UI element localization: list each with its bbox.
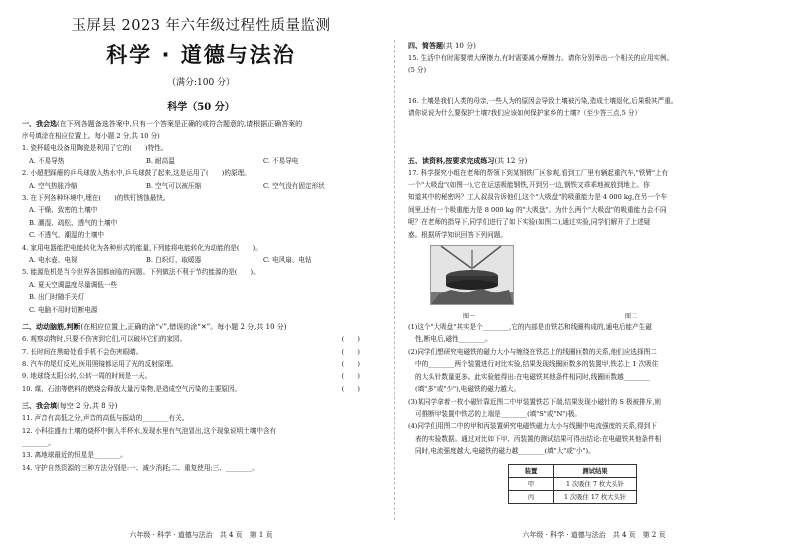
question-9 bbox=[22, 370, 380, 382]
answer-space[interactable] bbox=[408, 77, 780, 95]
answer-paren[interactable]: ( ) bbox=[341, 372, 360, 381]
option-c[interactable]: C. 空气没有固定形状 bbox=[263, 181, 325, 190]
sub-question-3-cont[interactable]: 可推断甲装置中铁芯的上端是________(填"S"或"N")极。 bbox=[415, 409, 582, 418]
question-4-options bbox=[22, 254, 380, 266]
question-4: 4. 家用电器能把电能转化为各种形式的能量,下列能将电能转化为动能的是( )。 bbox=[22, 243, 262, 252]
table-row bbox=[509, 477, 637, 490]
question-11[interactable]: 11. 声音有高低之分,声音的高低与振动的________有关。 bbox=[22, 414, 189, 423]
part-title: 科学（50 分） bbox=[167, 102, 235, 113]
sub-question-4: (4)同学们用图二中的甲和丙装置研究电磁铁磁力大小与线圈中电流强度的关系,得到下 bbox=[408, 422, 657, 431]
option-c[interactable]: C. 电风扇、电钻 bbox=[263, 256, 312, 265]
question-12-blank[interactable]: ________。 bbox=[22, 438, 55, 447]
table-cell: 1 次吸住 7 枚大头针 bbox=[554, 477, 637, 490]
option-c[interactable]: C. 不易导电 bbox=[263, 156, 299, 165]
section-2-header bbox=[22, 321, 380, 333]
question-17-text: 知道其中的秘密吗？工人叔叔告诉他们,这个"大吸盘"的吸重能力是 4 000 kg,在另一个车 bbox=[408, 193, 668, 202]
option-a[interactable]: A. 不易导热 bbox=[29, 156, 65, 165]
question-8 bbox=[22, 358, 380, 370]
question-5: 5. 能源危机是当今世界各国都面临的问题。下列做法不利于节约能源的是( )。 bbox=[22, 268, 260, 277]
sub-question-2: (2)同学们想研究电磁铁的磁力大小与缠绕在铁芯上的线圈匝数的关系,他们应选择图二 bbox=[408, 347, 657, 356]
table-cell: 甲 bbox=[509, 477, 554, 490]
table-header-row bbox=[509, 464, 637, 477]
table-row bbox=[509, 490, 637, 503]
page-divider bbox=[394, 40, 395, 520]
exam-title: 玉屏县 2023 年六年级过程性质量监测 bbox=[71, 18, 331, 34]
question-14[interactable]: 14. 守护自然资源的三种方法分别是:一、减少消耗;二、重复使用;三、________。 bbox=[22, 463, 259, 472]
section-5-header bbox=[408, 155, 780, 167]
section-2-title: 二、动动脑筋,判断 bbox=[22, 322, 81, 332]
question-17-text: 呢？在老师的指导下,同学们进行了如下实验(如图二),通过实验,同学们解开了上述疑 bbox=[408, 218, 651, 227]
subject-title: 科学 · 道德与法治 bbox=[106, 43, 296, 67]
question-text: 9. 地球绕太阳公转,公转一周的时间是一天。 bbox=[22, 372, 152, 381]
page-2 bbox=[408, 0, 780, 550]
sub-question-2-cont[interactable]: 的大头针数量更多。此实验能得出:在电磁铁其他条件相同时,线圈匝数越________ bbox=[415, 372, 651, 381]
answer-paren[interactable]: ( ) bbox=[341, 359, 360, 368]
section-1-title: 一、我会选 bbox=[22, 119, 57, 128]
section-1-note: (在下列各题备选答案中,只有一个答案是正确的或符合题意的,请根据正确答案的 bbox=[57, 120, 303, 128]
question-17-text: 间里,还有一个吸重能力是 8 000 kg 的"大吸盘"。为什么两个"大吸盘"的吸重能力会不同 bbox=[408, 205, 667, 214]
section-3-title: 三、我会填 bbox=[22, 401, 57, 411]
sub-question-2-cont: (填"多"或"少"),电磁铁的磁力越大。 bbox=[415, 385, 521, 394]
option-a[interactable]: A. 干燥、致密的土壤中 bbox=[29, 206, 98, 215]
page-1 bbox=[22, 0, 380, 550]
section-3-header bbox=[22, 400, 380, 412]
page-1-footer: 六年级 · 科学 · 道德与法治 共 4 页 第 1 页 bbox=[129, 531, 273, 539]
table-header: 装置 bbox=[509, 464, 554, 477]
table-header: 测试结果 bbox=[554, 464, 637, 477]
figure-1-caption: 图一 bbox=[463, 313, 476, 321]
question-6 bbox=[22, 333, 380, 345]
question-2-options bbox=[22, 180, 380, 192]
option-c[interactable]: C. 电脑不用时切断电源 bbox=[29, 305, 98, 314]
question-15: 15. 生活中有时需要增大摩擦力,有时需要减小摩擦力。请你分别举出一个相关的应用实例。 bbox=[408, 54, 674, 62]
question-text: 8. 汽车的尾灯反光,医用照镜都运用了光的反射原理。 bbox=[22, 359, 178, 368]
section-4-header bbox=[408, 40, 780, 52]
section-4-note: (共 10 分) bbox=[443, 42, 476, 50]
sub-question-4-cont[interactable]: 同时,电流强度越大,电磁铁的磁力越________(填"大"或"小")。 bbox=[415, 447, 595, 456]
question-12: 12. 小科往盛有土壤的烧杯中倒入半杯水,发现水里有气泡冒出,这个现象说明土壤中含有 bbox=[22, 426, 277, 435]
option-c[interactable]: C. 不透气、潮湿的土壤中 bbox=[29, 231, 104, 240]
question-17-text: 惑。根据所学知识回答下列问题。 bbox=[408, 230, 507, 239]
figure-captions bbox=[408, 311, 780, 321]
question-1-options bbox=[22, 155, 380, 167]
score-note: （满分:100 分） bbox=[166, 78, 236, 88]
option-b[interactable]: B. 白炽灯、取暖器 bbox=[146, 256, 202, 265]
option-a[interactable]: A. 空气热胀冷缩 bbox=[29, 181, 78, 190]
section-1-header bbox=[22, 118, 380, 130]
question-13[interactable]: 13. 离地球最近的恒星是________。 bbox=[22, 451, 127, 460]
answer-paren[interactable]: ( ) bbox=[341, 384, 360, 393]
question-text: 6. 观察动物时,只要不伤害到它们,可以破坏它们的家园。 bbox=[22, 335, 187, 344]
question-16-cont: 请你说说为什么要保护土壤?我们应该如何保护家乡的土壤?（至少答三点,5 分） bbox=[408, 109, 642, 118]
answer-paren[interactable]: ( ) bbox=[341, 335, 360, 344]
question-text: 7. 长时间在黑暗处看手机不会伤害眼睛。 bbox=[22, 347, 143, 356]
question-text: 10. 煤、石油等燃料的燃烧会释放大量污染物,是造成空气污染的主要原因。 bbox=[22, 384, 242, 393]
option-a[interactable]: A. 夏天空调温度尽量调低一些 bbox=[29, 280, 118, 289]
figures bbox=[408, 245, 780, 311]
section-1-note-cont: 序号填涂在相应位置上。每小题 2 分,共 10 分) bbox=[22, 132, 160, 140]
section-4-title: 四、简答题 bbox=[408, 41, 443, 50]
option-a[interactable]: A. 电水壶、电视 bbox=[29, 256, 78, 265]
section-5-note: (共 12 分) bbox=[494, 156, 528, 165]
experiment-diagram bbox=[562, 245, 712, 303]
electromagnet-crane-photo bbox=[430, 245, 514, 305]
question-17-text: 17. 科学探究小组在老师的帮领下到某钢铁厂区参观,看到工厂里有辆起重汽车,"铁臂"上有 bbox=[408, 168, 669, 177]
sub-question-1[interactable]: (1)这个"大吸盘"其实是个________,它的内部是由铁芯和线圈构成的,通电后能产生磁 bbox=[408, 323, 652, 332]
figure-2-caption: 图二 bbox=[625, 313, 638, 321]
table-cell: 1 次吸住 17 枚大头针 bbox=[554, 490, 637, 503]
sub-question-2-cont[interactable]: 中的________两个装置进行对比实验,结果发现线圈匝数多的装置甲,铁芯上 1 次吸住 bbox=[415, 360, 659, 369]
section-3-note: (每空 2 分,共 8 分) bbox=[57, 402, 118, 411]
table-cell: 丙 bbox=[509, 490, 554, 503]
answer-paren[interactable]: ( ) bbox=[341, 347, 360, 356]
question-10 bbox=[22, 383, 380, 395]
option-b[interactable]: B. 空气可以被压缩 bbox=[146, 181, 202, 190]
option-b[interactable]: B. 潮湿、疏松、透气的土壤中 bbox=[29, 218, 118, 227]
question-2: 2. 小超把踩瘪的乒乓球放入热水中,乒乓球鼓了起来,这是运用了( )的原理。 bbox=[22, 169, 251, 178]
sub-question-3: (3)某同学拿着一枚小磁针靠近图二中甲装置铁芯下端,结果发现小磁针的 S 极被排斥,则 bbox=[408, 397, 662, 406]
question-15-cont: (5 分) bbox=[408, 66, 427, 75]
answer-space[interactable] bbox=[408, 120, 780, 150]
results-table bbox=[508, 464, 637, 504]
question-3: 3. 在下列各种环境中,埋在( )的铁钉锈蚀最快。 bbox=[22, 194, 170, 203]
option-b[interactable]: B. 耐高温 bbox=[146, 156, 175, 165]
section-5-title: 五、读资料,按要求完成练习 bbox=[408, 155, 495, 165]
question-16: 16. 土壤是我们人类的母亲,一些人为的原因会导致土壤被污染,造成土壤退化,后果极其严重。 bbox=[408, 96, 678, 105]
question-1: 1. 瓷杯暖电设备用陶瓷是利用了它的( )特性。 bbox=[22, 144, 168, 153]
sub-question-4-cont: 表的实验数据。通过对比如下甲、丙装置的测试结果可得出结论:在电磁铁其他条件相 bbox=[415, 434, 662, 443]
section-2-note: (在相应位置上,正确的涂“√”,错误的涂“✕”。每小题 2 分,共 10 分) bbox=[80, 323, 287, 332]
page-2-footer: 六年级 · 科学 · 道德与法治 共 4 页 第 2 页 bbox=[522, 531, 666, 539]
sub-question-1-cont[interactable]: 性,断电后,磁性________。 bbox=[415, 335, 492, 344]
question-7 bbox=[22, 346, 380, 358]
option-b[interactable]: B. 出门时随手关灯 bbox=[29, 293, 85, 302]
question-17-text: 一个"大吸盘"(如图一),它在运送吸能钢铁,开到另一边,钢铁又乖乖地被放到地上。你 bbox=[408, 181, 650, 190]
